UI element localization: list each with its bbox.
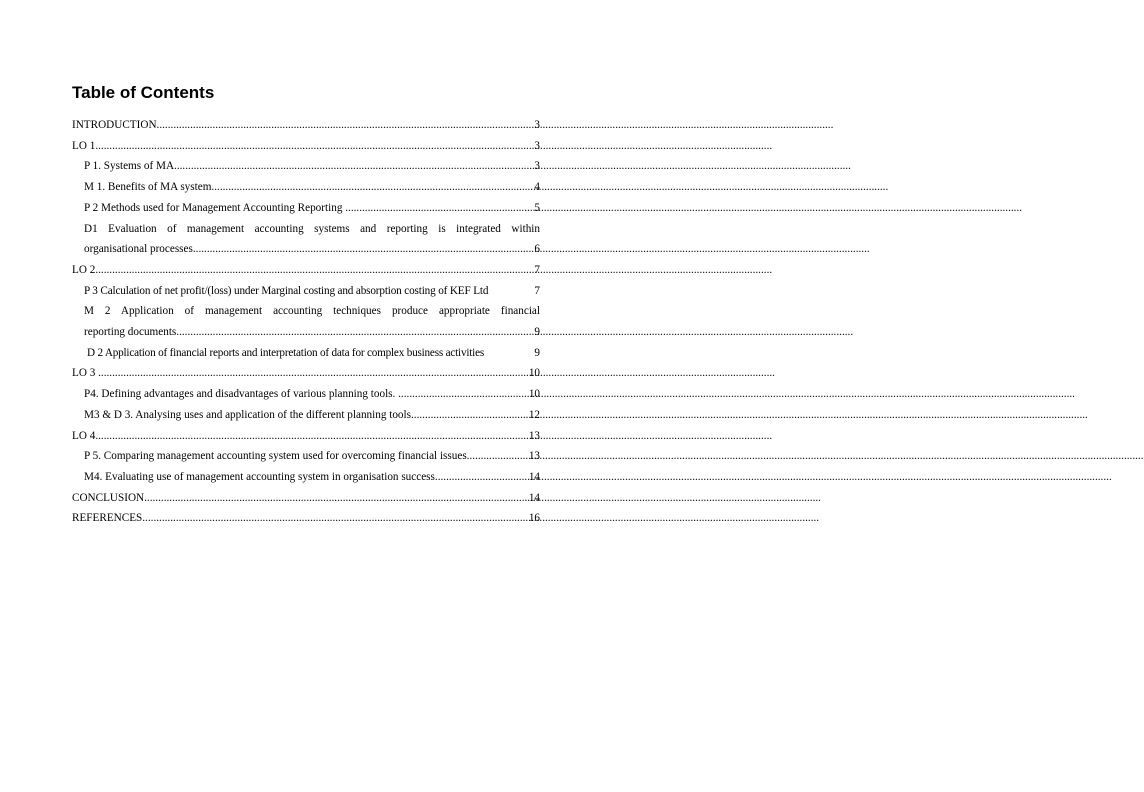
table-of-contents <box>72 115 540 529</box>
toc-entry-text: M 1. Benefits of MA system <box>84 181 212 194</box>
toc-entry-lo1[interactable] <box>72 136 540 157</box>
toc-entry-text-line2: organisational processes <box>84 243 193 256</box>
toc-entry-page: 7 <box>534 284 540 297</box>
toc-entry-lo4[interactable] <box>72 426 540 447</box>
toc-entry-page: 9 <box>534 326 540 339</box>
toc-entry-text: D 2 Application of financial reports and interpretation of data for complex business activities <box>87 346 484 359</box>
toc-entry-text: LO 3 <box>72 367 99 380</box>
toc-entry-text: M4. Evaluating use of management accounting system in organisation success <box>84 470 435 483</box>
toc-entry-p3[interactable] <box>72 281 540 302</box>
toc-entry-p1[interactable] <box>72 156 540 177</box>
toc-entry-page: 3 <box>534 119 540 131</box>
toc-entry-m4[interactable] <box>72 467 540 488</box>
toc-entry-text: LO 4 <box>72 429 96 442</box>
toc-entry-m3-d3[interactable] <box>72 405 540 426</box>
toc-entry-text: P 3 Calculation of net profit/(loss) under Marginal costing and absorption costing of KEF Ltd <box>84 284 489 297</box>
toc-entry-text-line2: reporting documents <box>84 326 177 339</box>
dot-leader <box>95 260 534 281</box>
toc-entry-text: P 1. Systems of MA <box>84 160 175 173</box>
toc-entry-text: P 2 Methods used for Management Accounting Reporting <box>84 201 346 214</box>
dot-leader <box>98 363 529 384</box>
dot-leader <box>398 384 529 405</box>
toc-entry-page: 13 <box>528 450 540 463</box>
dot-leader <box>211 177 534 198</box>
toc-entry-text: P 5. Comparing management accounting system used for overcoming financial issues <box>84 450 467 463</box>
toc-entry-d2[interactable] <box>72 343 540 364</box>
toc-entry-lo2[interactable] <box>72 260 540 281</box>
toc-entry-page: 16 <box>528 512 540 525</box>
toc-entry-p2[interactable] <box>72 198 540 219</box>
toc-entry-references[interactable] <box>72 508 540 529</box>
toc-entry-page: 12 <box>528 408 540 421</box>
dot-leader <box>142 508 529 529</box>
dot-leader <box>157 115 535 136</box>
dot-leader <box>193 239 535 260</box>
toc-entry-introduction[interactable] <box>72 115 540 136</box>
toc-entry-m1[interactable] <box>72 177 540 198</box>
dot-leader <box>144 488 529 509</box>
dot-leader <box>174 156 534 177</box>
toc-entry-page: 5 <box>534 201 540 214</box>
toc-entry-page: 7 <box>534 263 540 276</box>
dot-leader <box>176 322 534 343</box>
toc-entry-page: 9 <box>534 346 540 359</box>
dot-leader <box>95 426 529 447</box>
toc-entry-page: 3 <box>534 160 540 173</box>
toc-entry-page: 13 <box>528 429 540 442</box>
toc-title: Table of Contents <box>72 83 215 102</box>
dot-leader <box>435 467 529 488</box>
toc-entry-text: M3 & D 3. Analysing uses and application of the different planning tools <box>84 408 411 421</box>
toc-entry-m2[interactable] <box>72 301 540 342</box>
toc-entry-p5[interactable] <box>72 446 540 467</box>
dot-leader <box>95 136 534 157</box>
toc-entry-text: REFERENCES <box>72 512 143 525</box>
toc-entry-page: 14 <box>528 470 540 483</box>
dot-leader <box>411 405 529 426</box>
toc-entry-p4[interactable] <box>72 384 540 405</box>
toc-entry-text: CONCLUSION <box>72 491 145 504</box>
toc-entry-d1[interactable] <box>72 219 540 260</box>
toc-entry-text: P4. Defining advantages and disadvantages of various planning tools. <box>84 388 399 401</box>
toc-entry-text-line1: D1 Evaluation of management accounting systems and reporting is integrated within <box>84 222 540 235</box>
toc-entry-page: 10 <box>528 388 540 401</box>
toc-entry-page: 10 <box>528 367 540 380</box>
toc-entry-text: LO 2 <box>72 263 96 276</box>
toc-entry-text-line1: M 2 Application of management accounting techniques produce appropriate financial <box>84 305 540 318</box>
toc-entry-text: INTRODUCTION <box>72 119 157 131</box>
toc-entry-page: 6 <box>534 243 540 256</box>
toc-entry-page: 4 <box>534 181 540 194</box>
toc-entry-lo3[interactable] <box>72 363 540 384</box>
toc-entry-text: LO 1 <box>72 139 96 152</box>
dot-leader <box>467 446 529 467</box>
toc-entry-page: 14 <box>528 491 540 504</box>
toc-entry-conclusion[interactable] <box>72 488 540 509</box>
toc-entry-page: 3 <box>534 139 540 152</box>
dot-leader <box>345 198 534 219</box>
